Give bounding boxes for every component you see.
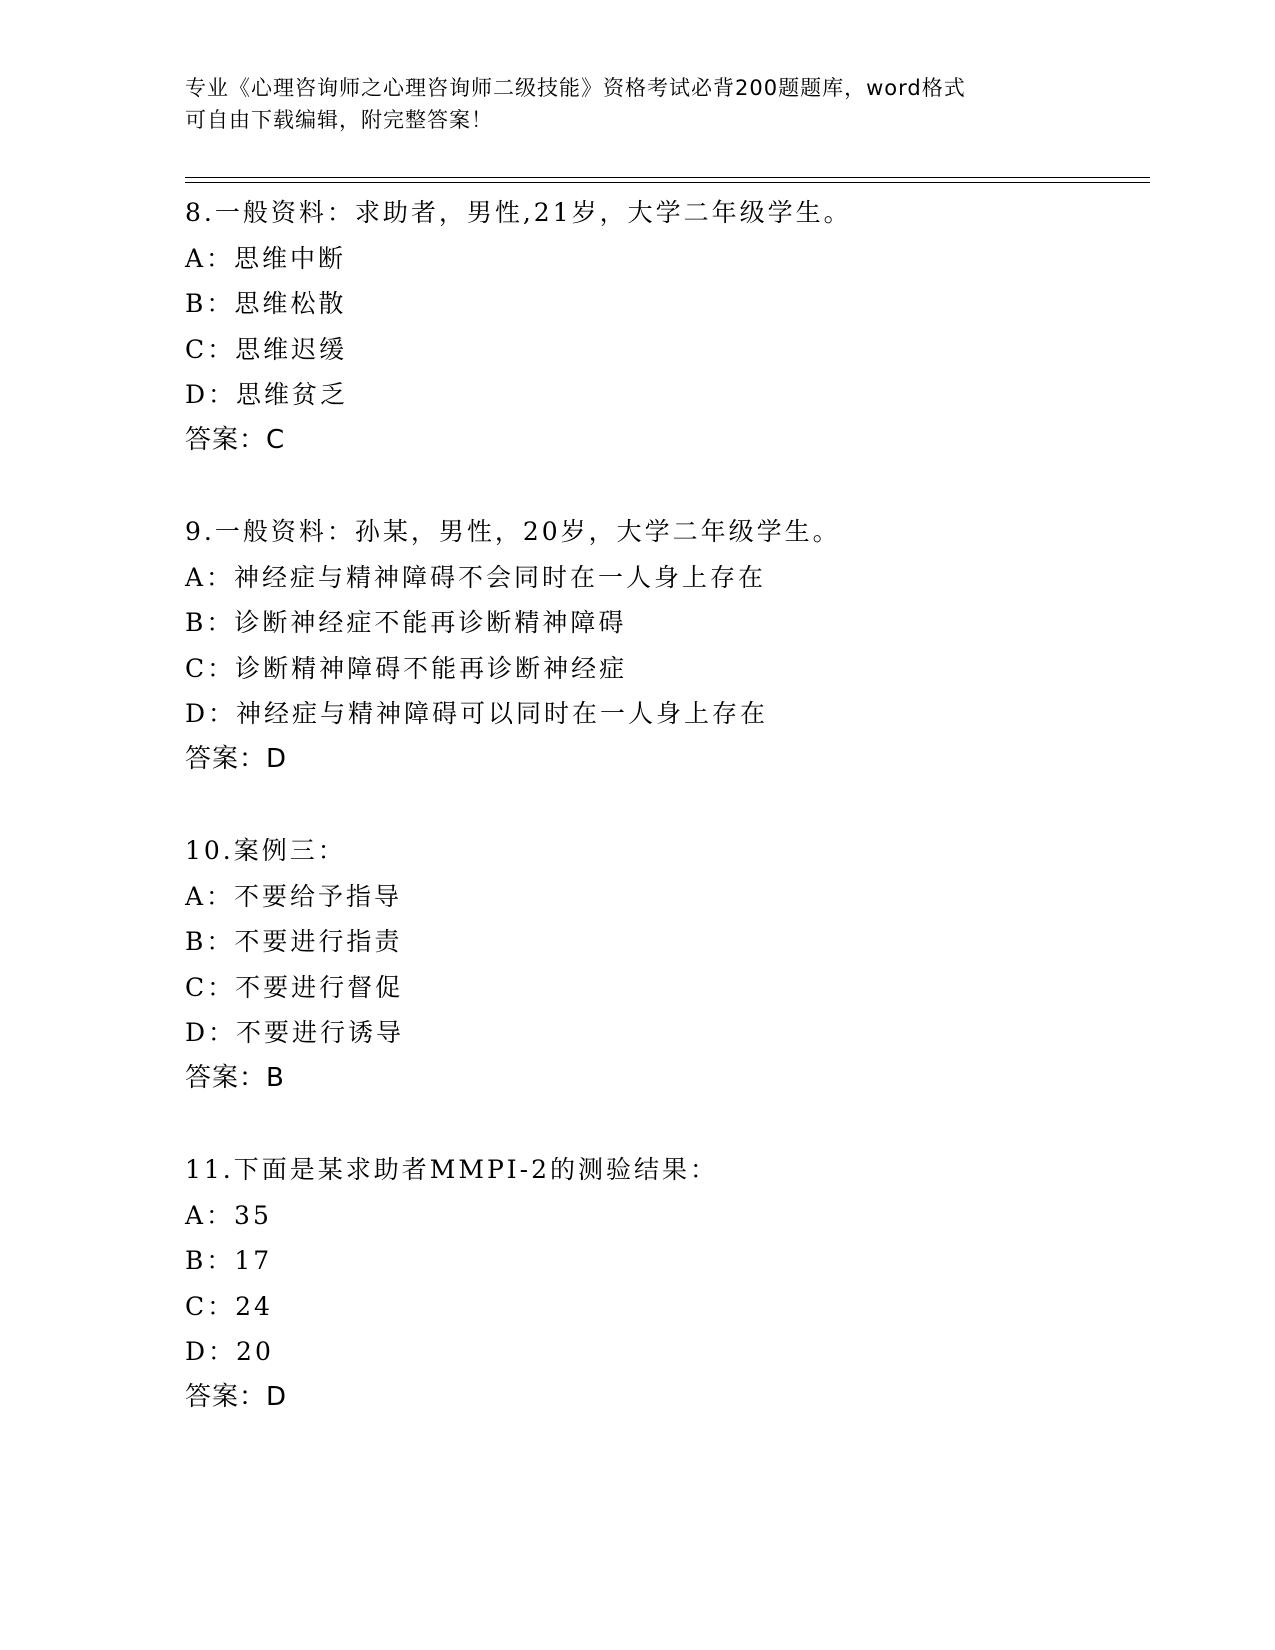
header-divider-thick <box>185 177 1150 178</box>
answer-line: 答案：B <box>185 1062 285 1093</box>
question-list <box>185 190 1150 1420</box>
option-c: C：24 <box>185 1291 273 1321</box>
option-a: A：不要给予指导 <box>185 881 403 911</box>
option-a: A：35 <box>185 1200 272 1230</box>
option-a: A：思维中断 <box>185 243 347 273</box>
answer-line: 答案：C <box>185 424 286 455</box>
option-d: D：不要进行诱导 <box>185 1018 405 1047</box>
option-d: D：思维贫乏 <box>185 380 349 409</box>
header-divider-thin <box>185 182 1150 183</box>
question-stem: 10.案例三： <box>185 836 346 865</box>
option-b: B：诊断神经症不能再诊断精神障碍 <box>185 608 627 637</box>
answer-line: 答案：D <box>185 1381 288 1412</box>
option-c: C：不要进行督促 <box>185 972 404 1002</box>
option-c: C：诊断精神障碍不能再诊断神经症 <box>185 653 628 683</box>
question-item <box>185 1147 1150 1420</box>
header-line-2: 可自由下载编辑，附完整答案！ <box>185 108 493 132</box>
question-stem: 11.下面是某求助者MMPI-2的测验结果： <box>185 1155 719 1184</box>
question-stem: 9.一般资料：孙某，男性，20岁，大学二年级学生。 <box>185 517 841 546</box>
question-item <box>185 190 1150 463</box>
question-item <box>185 509 1150 782</box>
question-item <box>185 828 1150 1101</box>
document-header <box>185 72 1085 136</box>
question-stem: 8.一般资料：求助者，男性,21岁，大学二年级学生。 <box>185 198 852 227</box>
header-line-1: 专业《心理咨询师之心理咨询师二级技能》资格考试必背200题题库，word格式 <box>185 76 966 100</box>
option-c: C：思维迟缓 <box>185 334 348 364</box>
option-d: D：神经症与精神障碍可以同时在一人身上存在 <box>185 699 769 728</box>
option-b: B：17 <box>185 1246 273 1275</box>
option-b: B：不要进行指责 <box>185 927 403 956</box>
answer-line: 答案：D <box>185 743 288 774</box>
option-d: D：20 <box>185 1337 274 1366</box>
option-a: A：神经症与精神障碍不会同时在一人身上存在 <box>185 562 767 592</box>
option-b: B：思维松散 <box>185 289 347 318</box>
